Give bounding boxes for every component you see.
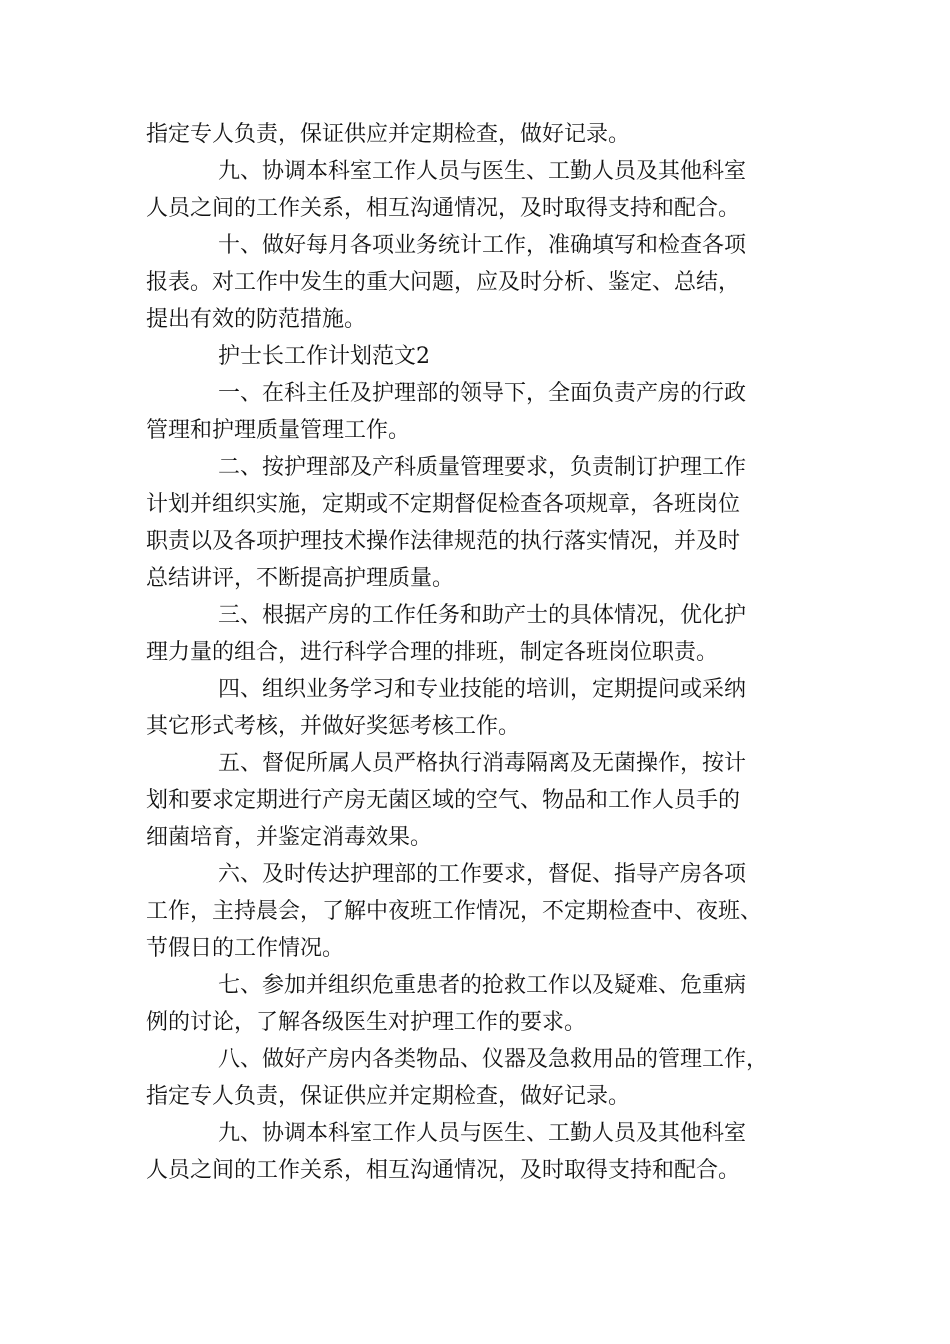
text-line: 九、协调本科室工作人员与医生、工勤人员及其他科室 — [218, 1121, 747, 1146]
text-line: 人员之间的工作关系，相互沟通情况，及时取得支持和配合。 — [146, 196, 741, 221]
text-line: 理力量的组合，进行科学合理的排班，制定各班岗位职责。 — [146, 640, 719, 665]
text-line: 指定专人负责，保证供应并定期检查，做好记录。 — [146, 1084, 631, 1109]
text-line: 六、及时传达护理部的工作要求，督促、指导产房各项 — [218, 862, 747, 887]
text-line: 五、督促所属人员严格执行消毒隔离及无菌操作，按计 — [218, 751, 747, 776]
text-line: 总结讲评，不断提高护理质量。 — [146, 566, 455, 591]
text-line: 工作，主持晨会，了解中夜班工作情况，不定期检查中、夜班、 — [146, 899, 763, 924]
paragraph — [146, 856, 808, 967]
text-line: 八、做好产房内各类物品、仪器及急救用品的管理工作， — [218, 1047, 769, 1072]
text-line: 二、按护理部及产科质量管理要求，负责制订护理工作 — [218, 455, 747, 480]
paragraph — [146, 1041, 808, 1115]
text-line: 十、做好每月各项业务统计工作，准确填写和检查各项 — [218, 233, 747, 258]
section-heading — [146, 338, 808, 375]
text-line: 职责以及各项护理技术操作法律规范的执行落实情况，并及时 — [146, 529, 741, 554]
text-line: 节假日的工作情况。 — [146, 936, 345, 961]
paragraph — [146, 153, 808, 227]
document-body — [146, 116, 808, 1189]
paragraph — [146, 671, 808, 745]
heading-line: 护士长工作计划范文2 — [218, 344, 430, 369]
paragraph — [146, 375, 808, 449]
text-line: 报表。对工作中发生的重大问题，应及时分析、鉴定、总结， — [146, 270, 741, 295]
text-line: 四、组织业务学习和专业技能的培训，定期提问或采纳 — [218, 677, 747, 702]
text-line: 九、协调本科室工作人员与医生、工勤人员及其他科室 — [218, 159, 747, 184]
text-line: 七、参加并组织危重患者的抢救工作以及疑难、危重病 — [218, 973, 747, 998]
paragraph — [146, 1115, 808, 1189]
text-line: 其它形式考核，并做好奖惩考核工作。 — [146, 714, 521, 739]
paragraph — [146, 745, 808, 856]
paragraph — [146, 597, 808, 671]
text-line: 管理和护理质量管理工作。 — [146, 418, 411, 443]
text-line: 细菌培育，并鉴定消毒效果。 — [146, 825, 433, 850]
paragraph — [146, 967, 808, 1041]
text-line: 一、在科主任及护理部的领导下，全面负责产房的行政 — [218, 381, 747, 406]
text-line: 计划并组织实施，定期或不定期督促检查各项规章，各班岗位 — [146, 492, 741, 517]
paragraph — [146, 116, 808, 153]
paragraph — [146, 449, 808, 597]
text-line: 提出有效的防范措施。 — [146, 307, 367, 332]
text-line: 三、根据产房的工作任务和助产士的具体情况，优化护 — [218, 603, 747, 628]
text-line: 划和要求定期进行产房无菌区域的空气、物品和工作人员手的 — [146, 788, 741, 813]
text-line: 人员之间的工作关系，相互沟通情况，及时取得支持和配合。 — [146, 1158, 741, 1183]
text-line: 指定专人负责，保证供应并定期检查，做好记录。 — [146, 122, 631, 147]
paragraph — [146, 227, 808, 338]
text-line: 例的讨论，了解各级医生对护理工作的要求。 — [146, 1010, 587, 1035]
